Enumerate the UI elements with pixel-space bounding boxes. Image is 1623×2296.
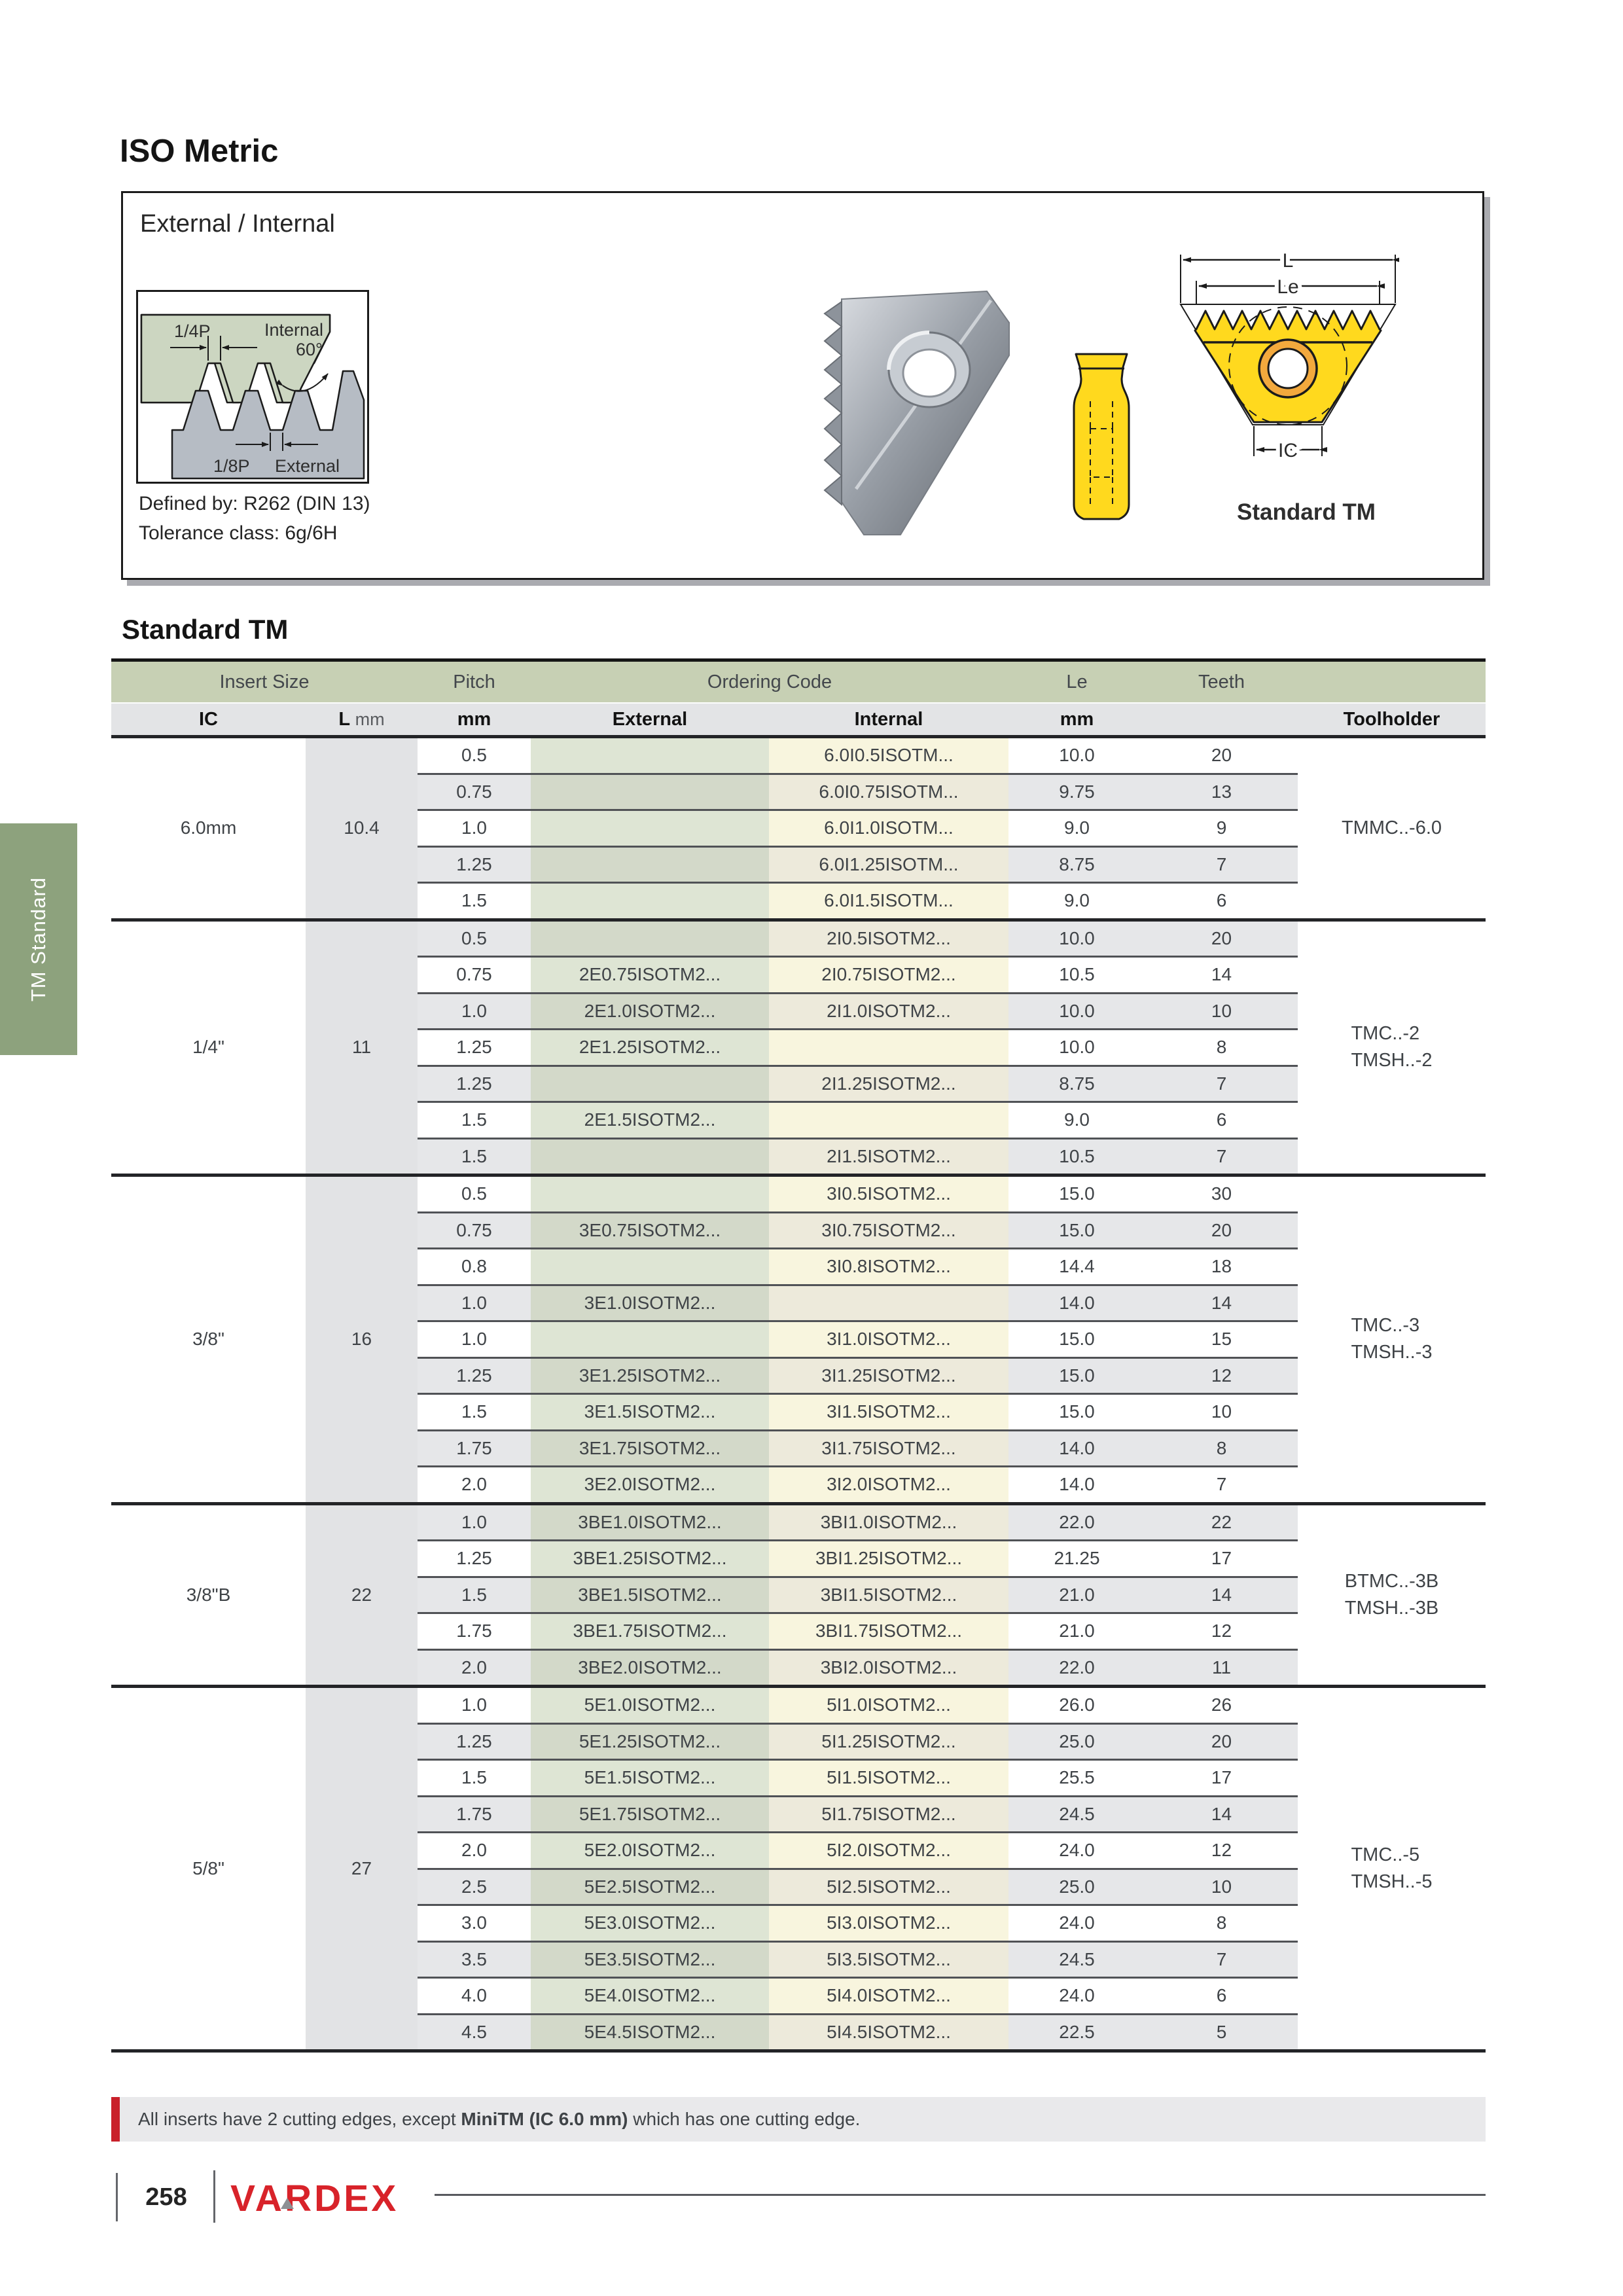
table-header-group-row <box>111 660 1486 704</box>
table-row <box>111 920 1486 957</box>
teeth-cell: 20 <box>1145 920 1298 957</box>
footer-rule <box>435 2194 1486 2196</box>
internal-code-cell: 3BI1.25ISOTM2... <box>769 1541 1008 1577</box>
internal-code-cell: 6.0I0.5ISOTM... <box>769 737 1008 774</box>
toolholder-line: TMC..-3 <box>1351 1315 1420 1336</box>
le-cell: 15.0 <box>1008 1321 1145 1358</box>
le-cell: 24.0 <box>1008 1905 1145 1942</box>
pitch-cell: 2.0 <box>418 1649 531 1687</box>
le-cell: 25.5 <box>1008 1760 1145 1797</box>
pitch-cell: 4.0 <box>418 1978 531 2015</box>
pitch-cell: 1.25 <box>418 1030 531 1066</box>
footnote-after: which has one cutting edge. <box>628 2109 861 2129</box>
teeth-cell: 11 <box>1145 1649 1298 1687</box>
pitch-cell: 1.5 <box>418 1394 531 1431</box>
toolholder-line: TMSH..-3B <box>1344 1597 1439 1619</box>
le-cell: 10.5 <box>1008 957 1145 994</box>
external-code-cell <box>531 1249 769 1285</box>
teeth-cell: 6 <box>1145 1102 1298 1139</box>
internal-label: Internal <box>264 320 324 340</box>
external-code-cell: 3E1.5ISOTM2... <box>531 1394 769 1431</box>
external-code-cell: 5E3.5ISOTM2... <box>531 1941 769 1978</box>
teeth-cell: 14 <box>1145 1285 1298 1321</box>
insert-size-l-cell: 22 <box>306 1503 418 1687</box>
teeth-cell: 8 <box>1145 1030 1298 1066</box>
subheader-ic: IC <box>111 703 306 737</box>
pitch-cell: 0.8 <box>418 1249 531 1285</box>
internal-code-cell: 3I1.75ISOTM2... <box>769 1430 1008 1467</box>
external-code-cell: 2E1.0ISOTM2... <box>531 993 769 1030</box>
quarter-pitch-label: 1/4P <box>174 321 211 341</box>
teeth-cell: 6 <box>1145 883 1298 920</box>
internal-code-cell: 2I1.25ISOTM2... <box>769 1066 1008 1102</box>
le-cell: 15.0 <box>1008 1175 1145 1213</box>
internal-code-cell: 2I0.5ISOTM2... <box>769 920 1008 957</box>
teeth-cell: 26 <box>1145 1687 1298 1724</box>
le-cell: 10.0 <box>1008 1030 1145 1066</box>
le-cell: 25.0 <box>1008 1723 1145 1760</box>
pitch-cell: 1.0 <box>418 1687 531 1724</box>
pitch-cell: 1.25 <box>418 846 531 883</box>
le-cell: 10.0 <box>1008 993 1145 1030</box>
insert-size-ic-cell: 3/8" <box>111 1175 306 1504</box>
pitch-cell: 1.5 <box>418 1760 531 1797</box>
le-cell: 14.0 <box>1008 1430 1145 1467</box>
le-cell: 10.5 <box>1008 1138 1145 1175</box>
internal-code-cell: 3I1.0ISOTM2... <box>769 1321 1008 1358</box>
le-cell: 8.75 <box>1008 846 1145 883</box>
sidebar-tab-tm-standard <box>0 823 77 1055</box>
external-code-cell: 3E0.75ISOTM2... <box>531 1212 769 1249</box>
external-code-cell: 2E1.5ISOTM2... <box>531 1102 769 1139</box>
vardex-logo-text: VARDEX <box>230 2178 399 2219</box>
internal-code-cell: 5I1.25ISOTM2... <box>769 1723 1008 1760</box>
pitch-cell: 1.0 <box>418 1503 531 1541</box>
internal-code-cell: 5I4.5ISOTM2... <box>769 2014 1008 2051</box>
external-code-cell: 5E4.0ISOTM2... <box>531 1978 769 2015</box>
teeth-cell: 5 <box>1145 2014 1298 2051</box>
le-cell: 9.0 <box>1008 810 1145 847</box>
internal-code-cell: 6.0I1.0ISOTM... <box>769 810 1008 847</box>
pitch-cell: 0.75 <box>418 1212 531 1249</box>
teeth-cell: 12 <box>1145 1613 1298 1650</box>
teeth-cell: 8 <box>1145 1905 1298 1942</box>
le-cell: 25.0 <box>1008 1869 1145 1905</box>
pitch-cell: 1.25 <box>418 1357 531 1394</box>
table-body <box>111 737 1486 2051</box>
teeth-cell: 7 <box>1145 1066 1298 1102</box>
le-cell: 14.4 <box>1008 1249 1145 1285</box>
teeth-cell: 20 <box>1145 737 1298 774</box>
insert-size-ic-cell: 1/4" <box>111 920 306 1175</box>
pitch-cell: 2.0 <box>418 1833 531 1869</box>
internal-code-cell: 5I1.75ISOTM2... <box>769 1796 1008 1833</box>
le-cell: 24.5 <box>1008 1941 1145 1978</box>
external-code-cell: 2E0.75ISOTM2... <box>531 957 769 994</box>
teeth-cell: 10 <box>1145 1394 1298 1431</box>
internal-code-cell: 3I1.25ISOTM2... <box>769 1357 1008 1394</box>
teeth-cell: 30 <box>1145 1175 1298 1213</box>
table-row <box>111 737 1486 774</box>
toolholder-line: TMC..-2 <box>1351 1023 1420 1045</box>
teeth-cell: 7 <box>1145 1467 1298 1504</box>
external-code-cell: 5E1.5ISOTM2... <box>531 1760 769 1797</box>
eighth-pitch-label: 1/8P <box>213 456 250 476</box>
section-title: Standard TM <box>122 614 289 645</box>
header-blank <box>1298 660 1486 704</box>
external-code-cell <box>531 1138 769 1175</box>
pitch-cell: 1.5 <box>418 883 531 920</box>
subheader-le-mm: mm <box>1008 703 1145 737</box>
insert-size-l-cell: 27 <box>306 1687 418 2051</box>
header-pitch: Pitch <box>418 660 531 704</box>
subheader-l-label: L <box>338 708 350 730</box>
external-code-cell: 5E2.0ISOTM2... <box>531 1833 769 1869</box>
internal-code-cell: 3I1.5ISOTM2... <box>769 1394 1008 1431</box>
subheader-l-unit: mm <box>355 709 385 729</box>
internal-code-cell: 5I3.5ISOTM2... <box>769 1941 1008 1978</box>
internal-code-cell: 2I1.0ISOTM2... <box>769 993 1008 1030</box>
teeth-cell: 14 <box>1145 1577 1298 1613</box>
external-code-cell: 3BE1.5ISOTM2... <box>531 1577 769 1613</box>
external-code-cell <box>531 883 769 920</box>
teeth-cell: 14 <box>1145 957 1298 994</box>
internal-code-cell: 3I0.8ISOTM2... <box>769 1249 1008 1285</box>
subheader-teeth-blank <box>1145 703 1298 737</box>
toolholder-cell <box>1298 1503 1486 1687</box>
internal-code-cell: 2I1.5ISOTM2... <box>769 1138 1008 1175</box>
table-row <box>111 1503 1486 1541</box>
external-code-cell: 3BE1.75ISOTM2... <box>531 1613 769 1650</box>
le-cell: 14.0 <box>1008 1467 1145 1504</box>
external-code-cell: 3BE1.25ISOTM2... <box>531 1541 769 1577</box>
le-cell: 24.5 <box>1008 1796 1145 1833</box>
internal-code-cell: 5I2.5ISOTM2... <box>769 1869 1008 1905</box>
external-code-cell <box>531 1321 769 1358</box>
teeth-cell: 20 <box>1145 1723 1298 1760</box>
insert-size-l-cell: 16 <box>306 1175 418 1504</box>
pitch-cell: 0.5 <box>418 737 531 774</box>
teeth-cell: 7 <box>1145 1138 1298 1175</box>
page-title: ISO Metric <box>120 134 279 169</box>
le-cell: 9.0 <box>1008 883 1145 920</box>
internal-code-cell: 5I3.0ISOTM2... <box>769 1905 1008 1942</box>
external-code-cell: 3E1.25ISOTM2... <box>531 1357 769 1394</box>
toolholder-cell <box>1298 737 1486 920</box>
pitch-cell: 0.75 <box>418 774 531 810</box>
le-cell: 22.5 <box>1008 2014 1145 2051</box>
external-code-cell: 3E1.0ISOTM2... <box>531 1285 769 1321</box>
insert-size-l-cell: 10.4 <box>306 737 418 920</box>
external-code-cell <box>531 774 769 810</box>
teeth-cell: 12 <box>1145 1833 1298 1869</box>
teeth-cell: 20 <box>1145 1212 1298 1249</box>
info-box <box>121 191 1484 580</box>
le-cell: 22.0 <box>1008 1649 1145 1687</box>
dim-ic-label: IC <box>1278 440 1298 461</box>
toolholder-line: TMSH..-2 <box>1351 1050 1433 1071</box>
pitch-cell: 0.75 <box>418 957 531 994</box>
vardex-logo <box>230 2177 427 2219</box>
le-cell: 15.0 <box>1008 1357 1145 1394</box>
toolholder-line: BTMC..-3B <box>1344 1570 1439 1592</box>
insert-size-ic-cell: 5/8" <box>111 1687 306 2051</box>
insert-size-l-cell: 11 <box>306 920 418 1175</box>
le-cell: 10.0 <box>1008 737 1145 774</box>
internal-code-cell: 5I1.5ISOTM2... <box>769 1760 1008 1797</box>
teeth-cell: 8 <box>1145 1430 1298 1467</box>
table-subheader-row <box>111 703 1486 737</box>
external-code-cell: 3E1.75ISOTM2... <box>531 1430 769 1467</box>
teeth-cell: 9 <box>1145 810 1298 847</box>
toolholder-line: TMMC..-6.0 <box>1341 817 1442 838</box>
pitch-cell: 1.0 <box>418 1285 531 1321</box>
teeth-cell: 10 <box>1145 1869 1298 1905</box>
internal-code-cell: 3BI2.0ISOTM2... <box>769 1649 1008 1687</box>
pitch-cell: 0.5 <box>418 920 531 957</box>
le-cell: 10.0 <box>1008 920 1145 957</box>
insert-size-ic-cell: 3/8"B <box>111 1503 306 1687</box>
pitch-cell: 1.0 <box>418 810 531 847</box>
teeth-cell: 22 <box>1145 1503 1298 1541</box>
le-cell: 9.75 <box>1008 774 1145 810</box>
internal-code-cell <box>769 1285 1008 1321</box>
le-cell: 22.0 <box>1008 1503 1145 1541</box>
le-cell: 15.0 <box>1008 1212 1145 1249</box>
external-code-cell: 5E1.25ISOTM2... <box>531 1723 769 1760</box>
header-teeth: Teeth <box>1145 660 1298 704</box>
pitch-cell: 0.5 <box>418 1175 531 1213</box>
toolholder-line: TMC..-5 <box>1351 1844 1420 1865</box>
internal-code-cell: 6.0I1.25ISOTM... <box>769 846 1008 883</box>
internal-code-cell: 5I1.0ISOTM2... <box>769 1687 1008 1724</box>
pitch-cell: 2.0 <box>418 1467 531 1504</box>
external-code-cell: 2E1.25ISOTM2... <box>531 1030 769 1066</box>
teeth-cell: 13 <box>1145 774 1298 810</box>
internal-code-cell <box>769 1102 1008 1139</box>
pitch-cell: 1.25 <box>418 1066 531 1102</box>
insert-size-ic-cell: 6.0mm <box>111 737 306 920</box>
standard-definition <box>139 489 370 548</box>
external-label: External <box>275 456 340 476</box>
le-cell: 21.25 <box>1008 1541 1145 1577</box>
le-cell: 15.0 <box>1008 1394 1145 1431</box>
external-code-cell <box>531 920 769 957</box>
pitch-cell: 1.75 <box>418 1430 531 1467</box>
le-cell: 14.0 <box>1008 1285 1145 1321</box>
external-code-cell: 5E1.75ISOTM2... <box>531 1796 769 1833</box>
teeth-cell: 12 <box>1145 1357 1298 1394</box>
internal-code-cell: 6.0I0.75ISOTM... <box>769 774 1008 810</box>
internal-code-cell: 2I0.75ISOTM2... <box>769 957 1008 994</box>
le-cell: 8.75 <box>1008 1066 1145 1102</box>
pitch-cell: 4.5 <box>418 2014 531 2051</box>
dim-l-label: L <box>1282 253 1294 272</box>
internal-code-cell <box>769 1030 1008 1066</box>
insert-side-view <box>1065 350 1137 527</box>
dim-le-label: Le <box>1277 276 1299 298</box>
pitch-cell: 1.25 <box>418 1541 531 1577</box>
footnote-before: All inserts have 2 cutting edges, except <box>138 2109 461 2129</box>
subheader-internal: Internal <box>769 703 1008 737</box>
internal-code-cell: 3BI1.5ISOTM2... <box>769 1577 1008 1613</box>
pitch-cell: 3.5 <box>418 1941 531 1978</box>
toolholder-cell <box>1298 920 1486 1175</box>
teeth-cell: 6 <box>1145 1978 1298 2015</box>
internal-code-cell: 5I4.0ISOTM2... <box>769 1978 1008 2015</box>
external-code-cell: 5E2.5ISOTM2... <box>531 1869 769 1905</box>
pitch-cell: 2.5 <box>418 1869 531 1905</box>
sidebar-tab-label: TM Standard <box>27 876 50 1002</box>
subheader-toolholder: Toolholder <box>1298 703 1486 737</box>
internal-code-cell: 3BI1.75ISOTM2... <box>769 1613 1008 1650</box>
teeth-cell: 17 <box>1145 1760 1298 1797</box>
le-cell: 21.0 <box>1008 1613 1145 1650</box>
pitch-cell: 1.5 <box>418 1577 531 1613</box>
le-cell: 24.0 <box>1008 1978 1145 2015</box>
table-row <box>111 1175 1486 1213</box>
internal-code-cell: 3I0.75ISOTM2... <box>769 1212 1008 1249</box>
toolholder-cell <box>1298 1687 1486 2051</box>
defined-by-text: Defined by: R262 (DIN 13) <box>139 493 370 514</box>
pitch-cell: 1.0 <box>418 993 531 1030</box>
external-code-cell: 3BE1.0ISOTM2... <box>531 1503 769 1541</box>
teeth-cell: 7 <box>1145 1941 1298 1978</box>
teeth-cell: 14 <box>1145 1796 1298 1833</box>
external-code-cell <box>531 846 769 883</box>
header-insert-size: Insert Size <box>111 660 418 704</box>
header-le: Le <box>1008 660 1145 704</box>
footnote-bold: MiniTM (IC 6.0 mm) <box>461 2109 628 2129</box>
external-code-cell <box>531 737 769 774</box>
pitch-cell: 1.0 <box>418 1321 531 1358</box>
le-cell: 24.0 <box>1008 1833 1145 1869</box>
teeth-cell: 7 <box>1145 846 1298 883</box>
le-cell: 21.0 <box>1008 1577 1145 1613</box>
info-box-heading: External / Internal <box>140 210 335 238</box>
toolholder-line: TMSH..-5 <box>1351 1871 1433 1892</box>
pitch-cell: 1.75 <box>418 1613 531 1650</box>
figure-label: Standard TM <box>1237 499 1376 525</box>
pitch-cell: 1.25 <box>418 1723 531 1760</box>
pitch-cell: 1.75 <box>418 1796 531 1833</box>
pitch-cell: 3.0 <box>418 1905 531 1942</box>
header-ordering-code: Ordering Code <box>531 660 1008 704</box>
external-code-cell <box>531 1175 769 1213</box>
internal-code-cell: 5I2.0ISOTM2... <box>769 1833 1008 1869</box>
toolholder-line: TMSH..-3 <box>1351 1342 1433 1363</box>
subheader-l <box>306 703 418 737</box>
subheader-pitch-mm: mm <box>418 703 531 737</box>
thread-profile-diagram <box>136 290 369 484</box>
tolerance-class-text: Tolerance class: 6g/6H <box>139 522 338 544</box>
external-code-cell <box>531 810 769 847</box>
logo-triangle-icon <box>281 2198 294 2209</box>
page-number: 258 <box>145 2183 187 2211</box>
internal-code-cell: 3I0.5ISOTM2... <box>769 1175 1008 1213</box>
teeth-cell: 18 <box>1145 1249 1298 1285</box>
teeth-cell: 17 <box>1145 1541 1298 1577</box>
internal-code-cell: 3I2.0ISOTM2... <box>769 1467 1008 1504</box>
teeth-cell: 15 <box>1145 1321 1298 1358</box>
external-code-cell: 5E1.0ISOTM2... <box>531 1687 769 1724</box>
external-code-cell <box>531 1066 769 1102</box>
footer-divider-left <box>116 2173 118 2221</box>
toolholder-cell <box>1298 1175 1486 1504</box>
pitch-cell: 1.5 <box>418 1102 531 1139</box>
teeth-cell: 10 <box>1145 993 1298 1030</box>
internal-code-cell: 6.0I1.5ISOTM... <box>769 883 1008 920</box>
internal-code-cell: 3BI1.0ISOTM2... <box>769 1503 1008 1541</box>
angle-label: 60° <box>296 340 323 359</box>
footer-divider-right <box>213 2170 215 2223</box>
footnote-text <box>120 2109 860 2130</box>
standard-tm-table <box>111 658 1486 2053</box>
external-code-cell: 5E3.0ISOTM2... <box>531 1905 769 1942</box>
footnote <box>111 2097 1486 2142</box>
external-code-cell: 3BE2.0ISOTM2... <box>531 1649 769 1687</box>
subheader-external: External <box>531 703 769 737</box>
pitch-cell: 1.5 <box>418 1138 531 1175</box>
le-cell: 26.0 <box>1008 1687 1145 1724</box>
insert-front-view <box>1177 253 1399 473</box>
external-code-cell: 5E4.5ISOTM2... <box>531 2014 769 2051</box>
table-row <box>111 1687 1486 1724</box>
le-cell: 9.0 <box>1008 1102 1145 1139</box>
insert-photo <box>791 272 1026 547</box>
external-code-cell: 3E2.0ISOTM2... <box>531 1467 769 1504</box>
